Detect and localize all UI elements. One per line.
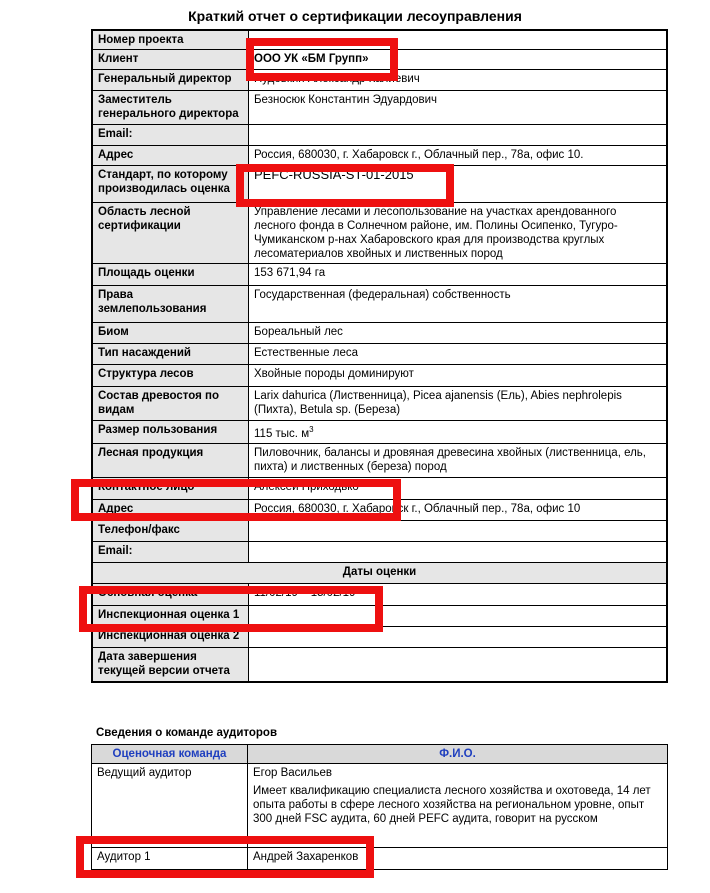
info-row — [92, 520, 667, 541]
row-value: Безносюк Константин Эдуардович — [249, 91, 668, 125]
row-label: Адрес — [92, 146, 249, 166]
highlight-standard — [236, 164, 454, 207]
row-label: Биом — [92, 323, 249, 344]
info-row — [92, 344, 667, 365]
row-value: Пиловочник, балансы и дровяная древесина хвойных (лиственница, ель, пихта) и лиственных (береза) пород — [249, 443, 668, 477]
row-value — [249, 421, 668, 444]
row-label: Email: — [92, 541, 249, 562]
row-label: Генеральный директор — [92, 70, 249, 91]
report-title: Краткий отчет о сертификации лесоуправления — [188, 8, 522, 24]
dates-section-title: Даты оценки — [92, 562, 667, 583]
row-label: Номер проекта — [92, 30, 249, 50]
row-value: Россия, 680030, г. Хабаровск г., Облачный пер., 78а, офис 10. — [249, 146, 668, 166]
row-label: Стандарт, по которому производилась оценка — [92, 166, 249, 203]
row-label: Телефон/факс — [92, 520, 249, 541]
row-value — [249, 125, 668, 146]
info-row — [92, 286, 667, 323]
team-header-cell: Оценочная команда — [92, 745, 248, 764]
team-row — [92, 764, 668, 848]
row-value: Хвойные породы доминируют — [249, 365, 668, 387]
row-value: 153 671,94 га — [249, 264, 668, 286]
row-label: Структура лесов — [92, 365, 249, 387]
row-value: PEFC-RUSSIA-ST-01-2015 — [249, 166, 668, 203]
info-row — [92, 387, 667, 421]
row-label: Размер пользования — [92, 421, 249, 444]
info-row — [92, 91, 667, 125]
row-value: Алексей Приходько — [249, 477, 668, 499]
team-header-cell: Ф.И.О. — [248, 745, 668, 764]
row-label: Права землепользования — [92, 286, 249, 323]
date-label: Дата завершения текущей версии отчета — [92, 647, 249, 682]
row-value: ООО УК «БМ Групп» — [249, 50, 668, 70]
row-value — [249, 520, 668, 541]
row-label: Тип насаждений — [92, 344, 249, 365]
row-label: Заместитель генерального директора — [92, 91, 249, 125]
info-row — [92, 443, 667, 477]
row-label: Email: — [92, 125, 249, 146]
highlight-main-assessment — [79, 586, 383, 632]
row-value: Управление лесами и лесопользование на участках арендованного лесного фонда в Солнечном районе, им. Полины Осипенко, Тугуро-Чумиканском р-нах Хабаровского края для производства круглых лесоматериалов хвойных и лиственных пород — [249, 203, 668, 264]
row-label: Адрес — [92, 499, 249, 520]
date-label: Инспекционная оценка 1 — [92, 605, 249, 626]
date-row — [92, 647, 667, 682]
date-label: Инспекционная оценка 2 — [92, 626, 249, 647]
highlight-auditor-1 — [76, 836, 374, 878]
unit-superscript: 3 — [309, 425, 314, 434]
highlight-client — [246, 38, 398, 81]
row-label: Площадь оценки — [92, 264, 249, 286]
dates-section-header — [92, 562, 667, 583]
row-value: Государственная (федеральная) собственность — [249, 286, 668, 323]
row-value: Естественные леса — [249, 344, 668, 365]
row-label: Контактное лицо — [92, 477, 249, 499]
date-label: Основная оценка — [92, 583, 249, 605]
info-row — [92, 365, 667, 387]
team-member-name: Андрей Захаренков — [253, 851, 359, 863]
team-section-title: Сведения о команде аудиторов — [96, 727, 278, 739]
date-value: 11/02/19 – 15/02/19 — [249, 583, 668, 605]
row-value-text: 115 тыс. м — [254, 427, 310, 440]
highlight-contact — [71, 479, 401, 521]
info-row — [92, 264, 667, 286]
row-value: Пудовкин Александр Калиевич — [249, 70, 668, 91]
row-label: Клиент — [92, 50, 249, 70]
row-label: Состав древостоя по видам — [92, 387, 249, 421]
team-member-description: Имеет квалификацию специалиста лесного хозяйства и охотоведа, 14 лет опыта работы в сфере лесного хозяйства на региональном уровне, опыт 300 дней FSC аудита, 60 дней PEFC аудита, говорит на русском — [253, 785, 651, 825]
info-row — [92, 125, 667, 146]
team-member-name: Егор Васильев — [253, 767, 333, 779]
info-row — [92, 421, 667, 444]
row-value: Larix dahurica (Лиственница), Picea ajanensis (Ель), Abies nephrolepis (Пихта), Betula sp. (Береза) — [249, 387, 668, 421]
info-row — [92, 203, 667, 264]
row-value: Россия, 680030, г. Хабаровск г., Облачный пер., 78а, офис 10 — [249, 499, 668, 520]
info-row — [92, 323, 667, 344]
row-value: Бореальный лес — [249, 323, 668, 344]
team-header-row — [92, 745, 668, 764]
info-row — [92, 541, 667, 562]
date-value — [249, 647, 668, 682]
team-role: Ведущий аудитор — [92, 764, 248, 848]
row-value — [249, 541, 668, 562]
row-label: Лесная продукция — [92, 443, 249, 477]
team-member — [248, 764, 668, 848]
team-role: Аудитор 1 — [92, 848, 248, 870]
info-row — [92, 146, 667, 166]
row-label: Область лесной сертификации — [92, 203, 249, 264]
